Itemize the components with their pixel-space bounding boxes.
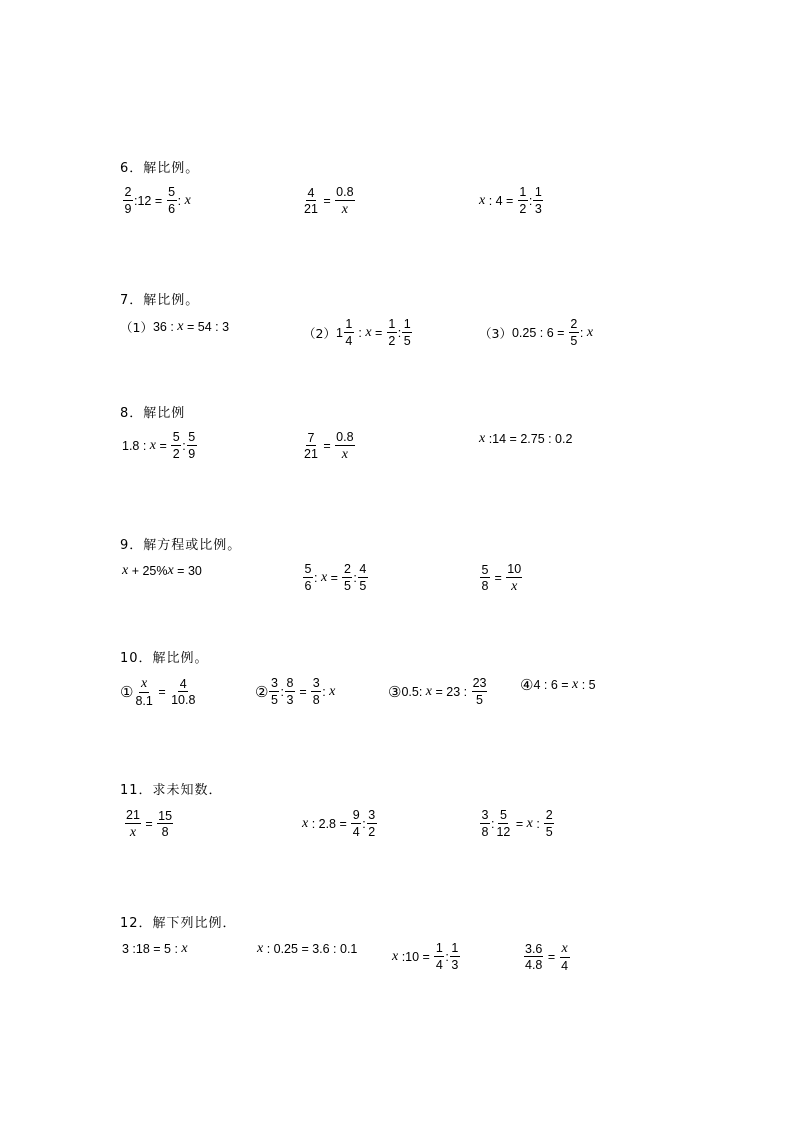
numerator: 4 <box>307 185 315 200</box>
equation-text: 4 : 6 = <box>533 678 573 692</box>
fraction <box>125 809 141 840</box>
numerator: 2 <box>570 317 578 331</box>
numerator: 1 <box>403 317 411 331</box>
equation-text: : 2.8 = <box>308 816 351 831</box>
problem-11-heading: 11．求未知数． <box>120 783 223 798</box>
problem-8-equation-1 <box>122 431 198 460</box>
equation-text: = <box>512 816 527 831</box>
denominator-variable: x <box>129 824 137 840</box>
numerator: 5 <box>168 185 176 199</box>
variable-x: x <box>365 324 372 340</box>
denominator: 6 <box>304 578 312 593</box>
equation-text: : <box>491 816 495 831</box>
fraction <box>342 563 352 592</box>
problem-8-equation-2 <box>302 431 356 462</box>
problem-8-equation-3 <box>479 431 572 447</box>
problem-6-equation-1 <box>122 186 191 215</box>
equation-text: : <box>532 816 544 831</box>
numerator: 3 <box>312 676 320 690</box>
variable-x: x <box>320 569 328 585</box>
numerator: 9 <box>352 808 360 822</box>
fraction <box>524 943 543 972</box>
equation-text: : <box>353 570 357 585</box>
denominator: 2 <box>388 333 396 348</box>
fraction <box>344 318 354 347</box>
equation-text: : <box>280 684 284 699</box>
item-label-circled-4: ④ <box>520 677 534 694</box>
equation-text: = <box>327 570 342 585</box>
fraction <box>472 677 488 706</box>
denominator: 4 <box>345 333 353 348</box>
variable-x: x <box>167 563 174 578</box>
fraction <box>544 809 554 838</box>
equation-text: 36 : <box>152 320 178 334</box>
variable-x: x <box>149 437 157 453</box>
numerator: 2 <box>343 562 351 576</box>
equation-text: 0.5: <box>401 684 426 699</box>
fraction <box>358 563 368 592</box>
numerator: 0.8 <box>336 185 354 199</box>
equation-text: : <box>362 816 366 831</box>
item-label: （1） <box>120 320 153 335</box>
problem-6-equation-3 <box>479 186 544 215</box>
equation-text: 1.8 : <box>122 438 150 453</box>
numerator: 2 <box>545 808 553 822</box>
fraction <box>285 677 295 706</box>
equation-text: = 23 : <box>432 684 471 699</box>
numerator: 1 <box>435 941 443 955</box>
equation-text: = 54 : 3 <box>183 320 230 334</box>
denominator: 12 <box>496 824 511 839</box>
fraction <box>351 809 361 838</box>
problem-8-heading: 8．解比例 <box>120 406 186 421</box>
variable-x: x <box>392 948 399 964</box>
fraction <box>311 677 321 706</box>
denominator: 4 <box>561 959 569 973</box>
numerator: 21 <box>126 808 140 822</box>
denominator: 8 <box>481 579 489 594</box>
equation-text: = <box>141 817 157 832</box>
fraction <box>518 186 528 215</box>
numerator-variable: x <box>141 676 148 691</box>
denominator: 5 <box>359 578 367 593</box>
fraction <box>123 186 133 215</box>
problem-10-equation-2 <box>255 677 335 706</box>
whole-part: 1 <box>335 325 343 340</box>
item-label-circled-3: ③ <box>388 683 402 701</box>
denominator-variable: x <box>511 578 518 594</box>
numerator: 1 <box>519 185 527 199</box>
fraction <box>402 318 412 347</box>
fraction <box>157 810 173 839</box>
problem-12-heading: 12．解下列比例． <box>120 916 237 931</box>
fraction <box>303 563 313 592</box>
numerator: 10 <box>507 562 522 576</box>
denominator: 8 <box>161 825 169 840</box>
variable-x: x <box>184 192 191 208</box>
problem-12-equation-4 <box>523 942 571 973</box>
fraction <box>303 187 319 216</box>
fraction <box>167 186 177 215</box>
item-label-circled-2: ② <box>255 683 269 701</box>
denominator: 2 <box>519 201 527 216</box>
fraction <box>480 564 490 593</box>
denominator: 8 <box>481 824 489 839</box>
fraction <box>134 677 153 708</box>
equation-text: : <box>182 438 186 453</box>
numerator: 3.6 <box>525 941 543 956</box>
problem-12-equation-2 <box>257 941 357 957</box>
equation-text: : <box>528 193 533 208</box>
problem-9-equation-2 <box>302 563 369 592</box>
denominator: 9 <box>188 446 196 461</box>
numerator: 4 <box>179 676 187 691</box>
variable-x: x <box>586 324 594 340</box>
numerator: 7 <box>307 430 315 445</box>
numerator: 8 <box>286 676 294 690</box>
equation-text: = <box>544 950 559 965</box>
equation-text: :12 = <box>134 193 166 208</box>
fraction <box>560 942 570 973</box>
fraction <box>367 809 377 838</box>
problem-6-heading: 6．解比例。 <box>120 161 200 176</box>
problem-11-equation-3 <box>479 809 555 838</box>
variable-x: x <box>329 683 336 699</box>
denominator: 9 <box>124 201 132 216</box>
variable-x: x <box>302 815 309 831</box>
problem-12-equation-1 <box>122 941 188 957</box>
problem-9-heading: 9．解方程或比例。 <box>120 538 242 553</box>
numerator: 23 <box>472 676 487 690</box>
equation-text: 0.25 : 6 = <box>511 325 568 340</box>
equation-text: : <box>445 949 449 964</box>
numerator: 5 <box>172 430 180 444</box>
fraction <box>170 678 196 707</box>
equation-text: = <box>154 685 170 700</box>
problem-7-equation-3 <box>479 318 593 347</box>
variable-x: x <box>479 192 486 208</box>
variable-x: x <box>572 677 579 692</box>
variable-x: x <box>425 683 432 699</box>
equation-text: = 30 <box>173 564 202 578</box>
problem-10-equation-4 <box>520 676 596 694</box>
fraction <box>569 318 579 347</box>
numerator: 4 <box>359 562 367 576</box>
denominator: 3 <box>451 957 459 972</box>
numerator: 1 <box>345 317 353 331</box>
equation-text: : <box>354 325 366 340</box>
denominator: 4 <box>435 957 443 972</box>
numerator: 5 <box>499 808 507 822</box>
equation-text: = <box>371 325 386 340</box>
denominator: 6 <box>168 201 176 216</box>
item-label: （2） <box>303 325 336 341</box>
denominator: 5 <box>570 333 578 348</box>
equation-text: = <box>319 439 335 454</box>
numerator: 2 <box>124 185 132 199</box>
fraction <box>269 677 279 706</box>
equation-text: + 25% <box>128 564 168 578</box>
numerator: 1 <box>534 185 542 199</box>
fraction <box>187 431 197 460</box>
item-label-circled-1: ① <box>120 684 134 702</box>
fraction <box>506 563 522 594</box>
variable-x: x <box>479 431 486 446</box>
variable-x: x <box>181 941 188 956</box>
equation-text: : <box>177 193 185 208</box>
item-label: （3） <box>479 325 512 341</box>
fraction <box>335 186 354 217</box>
denominator: 2 <box>172 446 180 461</box>
variable-x: x <box>177 319 184 334</box>
variable-x: x <box>526 815 533 831</box>
denominator: 4 <box>352 824 360 839</box>
fraction <box>171 431 181 460</box>
denominator-variable: x <box>341 446 348 462</box>
denominator: 4.8 <box>525 958 543 973</box>
equation-text: 3 :18 = 5 : <box>122 942 182 956</box>
problem-11-equation-1 <box>124 809 174 840</box>
equation-text: : 5 <box>578 678 596 692</box>
fraction <box>480 809 490 838</box>
fraction <box>387 318 397 347</box>
mixed-number <box>336 318 355 347</box>
numerator: 5 <box>481 562 489 577</box>
problem-7-equation-1 <box>120 318 229 336</box>
variable-x: x <box>122 563 129 578</box>
denominator: 10.8 <box>171 693 196 708</box>
fraction <box>335 431 354 462</box>
equation-text: = <box>491 571 506 586</box>
denominator: 5 <box>403 333 411 348</box>
numerator: 5 <box>304 562 312 576</box>
equation-text: : <box>322 684 330 699</box>
numerator: 1 <box>388 317 396 331</box>
fraction <box>533 186 543 215</box>
denominator: 5 <box>343 578 351 593</box>
fraction <box>303 432 319 461</box>
numerator: 0.8 <box>336 430 354 444</box>
numerator: 3 <box>481 808 489 822</box>
denominator: 2 <box>368 824 376 839</box>
numerator: 3 <box>368 808 376 822</box>
problem-7-heading: 7．解比例。 <box>120 293 200 308</box>
numerator: 3 <box>270 676 278 690</box>
problem-12-equation-3 <box>392 942 461 971</box>
numerator: 1 <box>451 941 459 955</box>
fraction <box>495 809 511 838</box>
numerator: 15 <box>158 808 173 823</box>
problem-7-equation-2 <box>303 318 413 347</box>
equation-text: :14 = 2.75 : 0.2 <box>485 432 573 446</box>
denominator: 21 <box>304 202 318 217</box>
equation-text: = <box>156 438 171 453</box>
denominator: 8.1 <box>135 694 153 708</box>
numerator: 5 <box>188 430 196 444</box>
numerator-variable: x <box>561 941 568 956</box>
problem-10-equation-3 <box>388 677 488 706</box>
fraction <box>450 942 460 971</box>
problem-10-heading: 10．解比例。 <box>120 651 209 666</box>
equation-text: = <box>295 684 311 699</box>
problem-11-equation-2 <box>302 809 378 838</box>
denominator: 5 <box>270 692 278 707</box>
equation-text: : <box>397 325 402 340</box>
denominator: 3 <box>534 201 542 216</box>
equation-text: : <box>579 325 587 340</box>
equation-text: :10 = <box>398 949 434 964</box>
equation-text: : <box>314 570 321 585</box>
variable-x: x <box>257 941 264 956</box>
problem-10-equation-1 <box>120 677 197 708</box>
problem-9-equation-1 <box>122 563 202 579</box>
denominator-variable: x <box>341 201 348 217</box>
equation-text: : 0.25 = 3.6 : 0.1 <box>263 942 358 956</box>
problem-6-equation-2 <box>302 186 356 217</box>
equation-text: = <box>319 194 335 209</box>
problem-9-equation-3 <box>479 563 523 594</box>
denominator: 5 <box>545 824 553 839</box>
denominator: 8 <box>312 692 320 707</box>
denominator: 5 <box>476 692 483 707</box>
equation-text: : 4 = <box>485 193 517 208</box>
fraction <box>434 942 444 971</box>
denominator: 21 <box>304 447 318 462</box>
denominator: 3 <box>286 692 294 707</box>
